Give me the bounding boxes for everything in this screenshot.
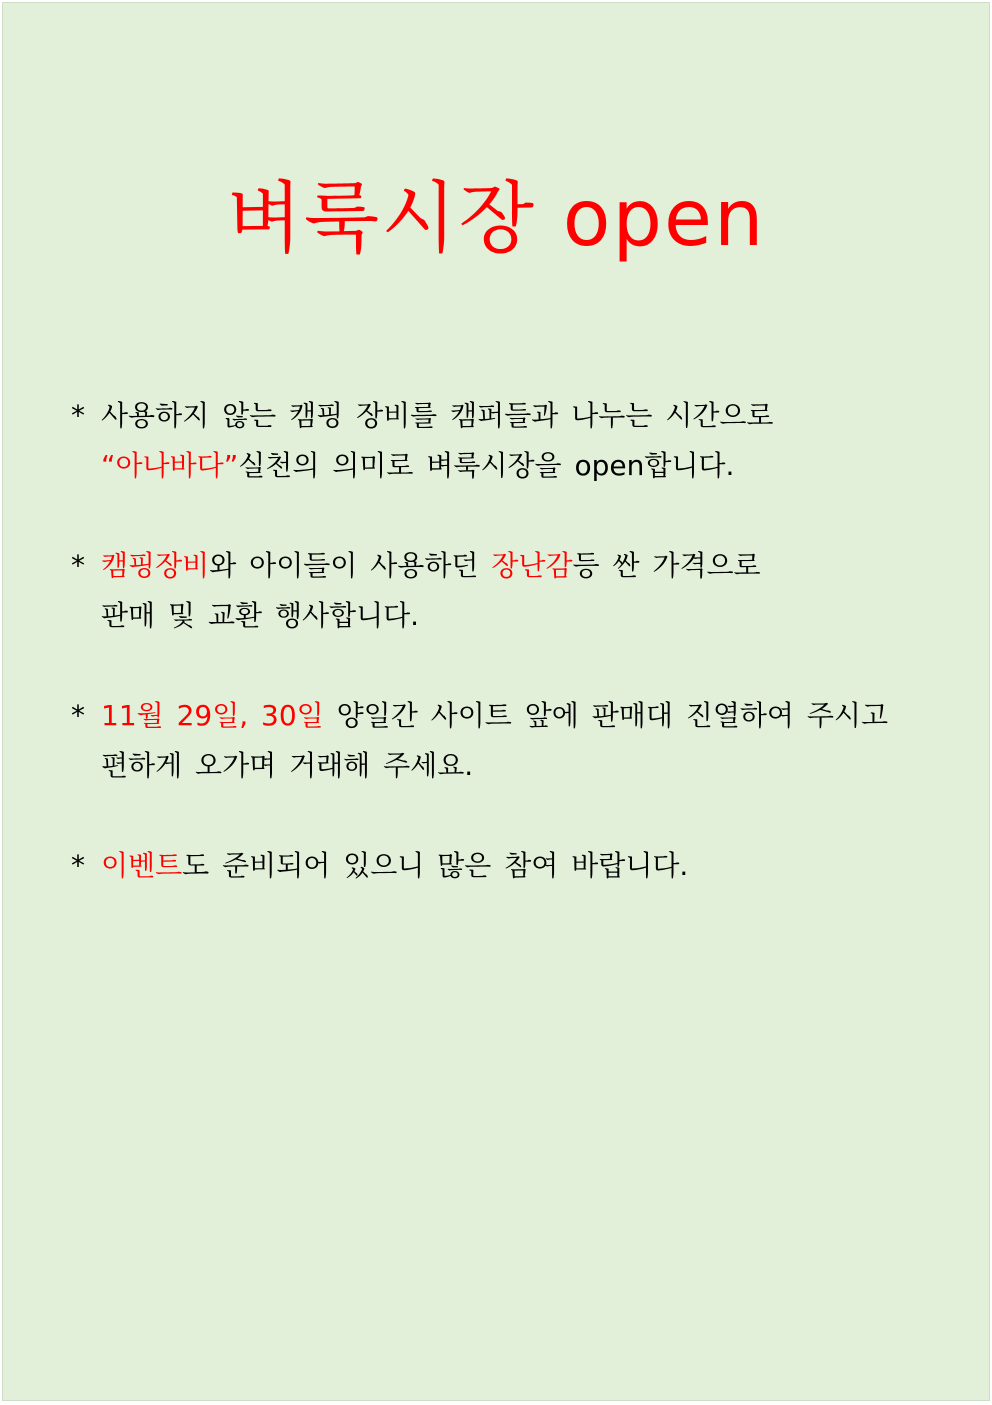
announcement-item <box>71 541 951 641</box>
text-line: 사용하지 않는 캠핑 장비를 캠퍼들과 나누는 시간으로 <box>101 399 774 432</box>
announcement-text <box>101 541 761 641</box>
highlight-text: “아나바다” <box>101 449 239 482</box>
text-line <box>101 691 888 741</box>
bullet-mark: * <box>71 699 85 732</box>
highlight-text: 캠핑장비 <box>101 549 210 582</box>
announcement-item <box>71 691 951 791</box>
flyer-page <box>2 2 990 1401</box>
bullet-mark: * <box>71 399 85 432</box>
highlight-text: 이벤트 <box>101 849 183 882</box>
plain-text: 도 준비되어 있으니 많은 참여 바랍니다. <box>182 849 689 882</box>
highlight-text: 장난감 <box>491 549 573 582</box>
text-line <box>101 441 773 491</box>
highlight-text: 11월 29일, 30일 <box>101 699 324 732</box>
plain-text: 등 싼 가격으로 <box>572 549 761 582</box>
announcement-list <box>71 391 951 941</box>
announcement-text <box>101 841 688 891</box>
announcement-item <box>71 391 951 491</box>
plain-text: 와 아이들이 사용하던 <box>209 549 492 582</box>
page-title: 벼룩시장 open <box>226 174 766 264</box>
announcement-text <box>101 691 888 791</box>
text-line <box>101 541 761 591</box>
announcement-item <box>71 841 951 891</box>
plain-text: 양일간 사이트 앞에 판매대 진열하여 주시고 <box>323 699 889 732</box>
announcement-text <box>101 391 773 491</box>
text-line: 편하게 오가며 거래해 주세요. <box>101 749 474 782</box>
bullet-mark: * <box>71 549 85 582</box>
plain-text: 실천의 의미로 벼룩시장을 open합니다. <box>238 449 735 482</box>
text-line <box>101 841 688 891</box>
text-line: 판매 및 교환 행사합니다. <box>101 599 420 632</box>
bullet-mark: * <box>71 849 85 882</box>
